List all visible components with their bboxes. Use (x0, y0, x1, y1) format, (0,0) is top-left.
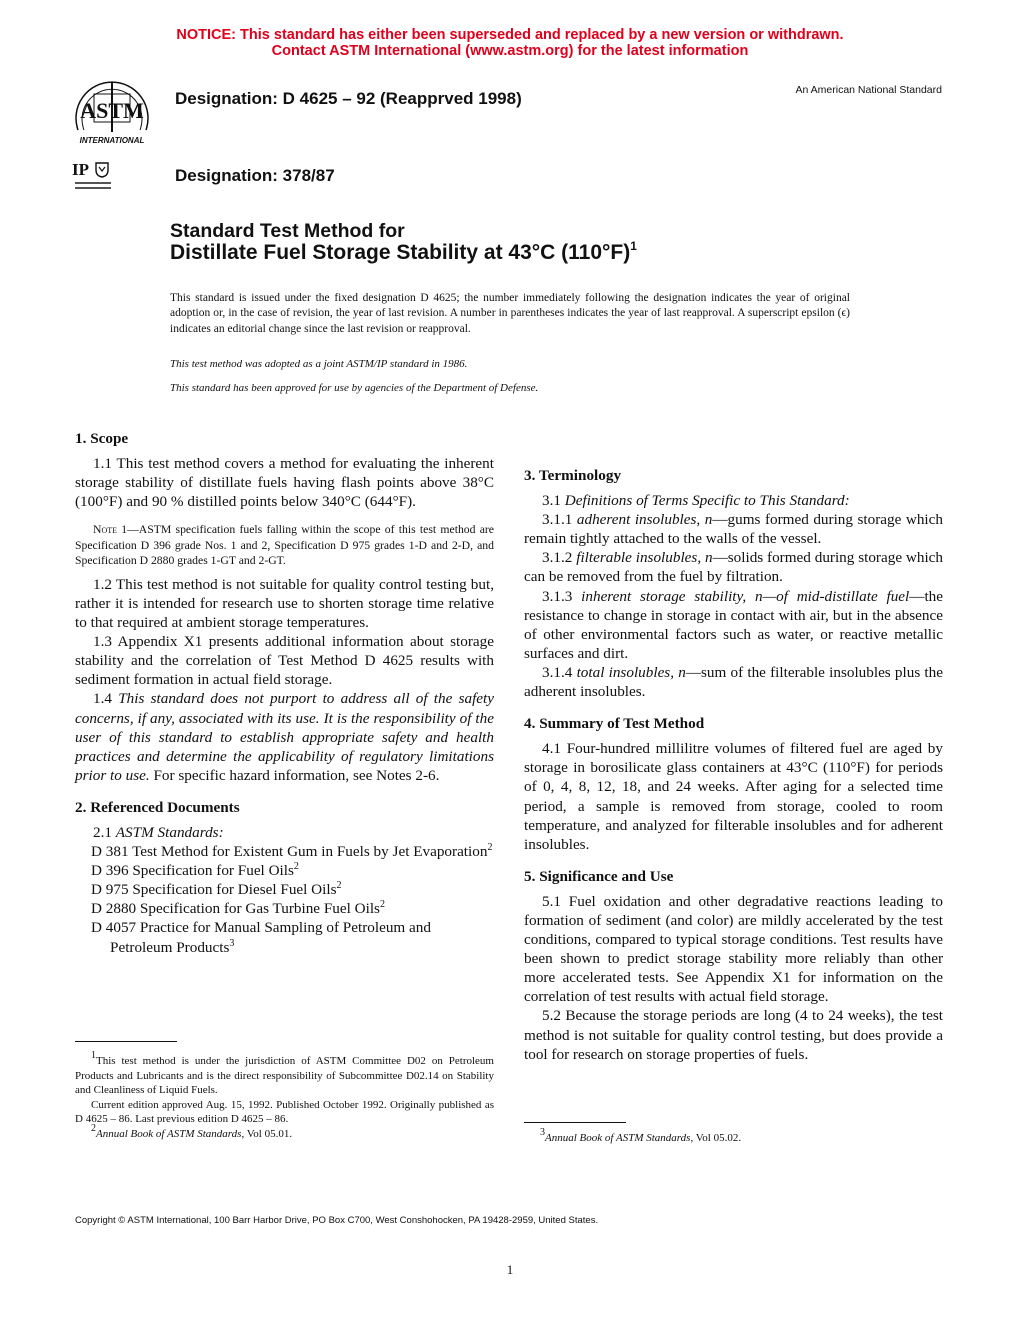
footnote-rule-left (75, 1041, 177, 1042)
left-column (75, 429, 494, 957)
adoption-statement: This test method was adopted as a joint ASTM/IP standard in 1986. (170, 358, 468, 370)
footnote-3: $^3$Annual Book of ASTM Standards, Vol 05.02. (540, 1127, 742, 1144)
ip-fine-print-line (75, 187, 111, 189)
footnote-1: $^1$This test method is under the jurisdiction of ASTM Committee D02 on Petroleum Products and Lubricants and is the direct responsibility of Subcommittee D02.14 on Stability and Cleanliness of Liquid Fuels. (75, 1050, 494, 1096)
paragraph-1-3: 1.3 Appendix X1 presents additional information about storage stability and the correlation of Test Method D 4625 results with sediment formation in actual field storage. (75, 633, 494, 689)
reference-d381[interactable]: D 381 Test Method for Existent Gum in Fuels by Jet Evaporation$^2$ (91, 842, 493, 861)
right-column (524, 466, 943, 1064)
approval-statement: This standard has been approved for use by agencies of the Department of Defense. (170, 382, 539, 394)
paragraph-1-4: 1.4 This standard does not purport to address all of the safety concerns, if any, associated with its use. It is the responsibility of the user of this standard to establish appropriate safety and health practices and determine the applicability of regulatory limitations prior to use. For specific hazard information, see Notes 2-6. (75, 690, 494, 784)
ip-logo-letters: IP (72, 160, 89, 179)
terminology-heading: 3. Terminology (524, 467, 622, 484)
reference-d396[interactable]: D 396 Specification for Fuel Oils$^2$ (91, 861, 299, 880)
definition-adherent-insolubles: 3.1.1 adherent insolubles, n—gums formed during storage which remain tightly attached to the walls of the vessel. (524, 511, 943, 548)
footnote-2: $^2$Annual Book of ASTM Standards, Vol 05.01. (91, 1122, 293, 1140)
document-title (170, 220, 637, 264)
footnotes-left (75, 1050, 494, 1141)
svg-text:ASTM: ASTM (80, 98, 144, 123)
notice-line-1: NOTICE: This standard has either been superseded and replaced by a new version or withdrawn. (176, 27, 844, 43)
page-number: 1 (506, 1262, 514, 1277)
paragraph-3-1: 3.1 Definitions of Terms Specific to This Standard: (542, 492, 850, 510)
paragraph-5-2: 5.2 Because the storage periods are long (4 to 24 weeks), the test method is not suitable for quality control testing, but does provide a tool for research on storage properties of fuels. (524, 1007, 943, 1063)
referenced-documents-heading: 2. Referenced Documents (75, 798, 240, 816)
issuance-statement: This standard is issued under the fixed designation D 4625; the number immediately following the designation indicates the year of original adoption or, in the case of revision, the year of last revision. A number in parentheses indicates the year of last reapproval. A superscript epsilon (ϵ) indicates an editorial change since the last revision or reapproval. (170, 292, 850, 335)
copyright-line: Copyright © ASTM International, 100 Barr Harbor Drive, PO Box C700, West Conshohocken, PA 19428-2959, United States. (75, 1215, 599, 1226)
paragraph-1-1: 1.1 This test method covers a method for evaluating the inherent storage stability of distillate fuels having flash points above 38°C (100°F) and 90 % distilled points below 340°C (644°F). (75, 455, 494, 511)
reference-d975[interactable]: D 975 Specification for Diesel Fuel Oils$^2$ (91, 880, 342, 899)
american-national-standard: An American National Standard (795, 84, 942, 96)
title-line-1: Standard Test Method for (170, 220, 405, 242)
footnote-1-edition: Current edition approved Aug. 15, 1992. Published October 1992. Originally published as D 4625 – 86. Last previous edition D 4625 – 86. (75, 1098, 494, 1125)
definition-filterable-insolubles: 3.1.2 filterable insolubles, n—solids formed during storage which can be removed from the fuel by filtration. (524, 549, 944, 586)
title-line-2: Distillate Fuel Storage Stability at 43°C $(110^\circ F)^1$ (170, 239, 637, 264)
summary-heading: 4. Summary of Test Method (524, 715, 705, 733)
ip-logo (72, 160, 116, 194)
withdrawal-notice (0, 27, 1020, 59)
paragraph-4-1: 4.1 Four-hundred millilitre volumes of filtered fuel are aged by storage in borosilicate glass containers at 43°C (110°F) for periods of 0, 4, 8, 12, 18, and 24 weeks. After aging for a selected time period, a sample is removed from storage, cooled to room temperature, and analyzed for filterable insolubles and for adherent insolubles. (524, 740, 943, 853)
title-footnote-ref: 1 (630, 239, 637, 253)
notice-line-2: Contact ASTM International (www.astm.org) for the latest information (271, 43, 749, 59)
astm-logo-caption: INTERNATIONAL (79, 136, 145, 145)
significance-heading: 5. Significance and Use (524, 867, 674, 885)
definition-inherent-storage-stability: 3.1.3 inherent storage stability, n—of mid-distillate fuel—the resistance to change in storage in contact with air, but in the absence of other environmental factors such as water, or reactive metallic surfaces and dirt. (524, 587, 943, 662)
reference-d2880[interactable]: D 2880 Specification for Gas Turbine Fuel Oils$^2$ (91, 899, 385, 918)
footnote-rule-right (524, 1122, 626, 1123)
definition-total-insolubles: 3.1.4 total insolubles, n—sum of the filterable insolubles plus the adherent insolubles. (524, 663, 943, 701)
footnotes-right (524, 1127, 943, 1146)
designation-astm: Designation: D 4625 – 92 (Reapprved 1998) (175, 89, 522, 108)
ip-fine-print-line (75, 182, 111, 184)
ip-shield-icon (95, 162, 109, 178)
note-1: Note 1—ASTM specification fuels falling within the scope of this test method are Specification D 396 grade Nos. 1 and 2, Specification D 975 grades 1-D and 2-D, and Specification D 2880 grades 1-GT and 2-GT. (75, 523, 494, 568)
reference-d4057[interactable]: D 4057 Practice for Manual Sampling of Petroleum and Petroleum Products$^3$ (91, 919, 431, 956)
paragraph-5-1: 5.1 Fuel oxidation and other degradative reactions leading to formation of sediment (and color) are mildly accelerated by the test conditions, compared to typical storage conditions. Test results have been shown to predict storage stability more reliably than other more accelerated tests. See Appendix X1 for information on the correlation of test results with actual field storage. (524, 892, 943, 1006)
astm-logo (64, 74, 160, 146)
paragraph-2-1: 2.1 ASTM Standards: (93, 824, 224, 841)
scope-heading: 1. Scope (75, 430, 129, 447)
paragraph-1-2: 1.2 This test method is not suitable for quality control testing but, rather it is intended for research use to shorten storage time relative to that required at ambient storage temperatures. (75, 575, 494, 632)
designation-ip: Designation: 378/87 (175, 166, 335, 185)
